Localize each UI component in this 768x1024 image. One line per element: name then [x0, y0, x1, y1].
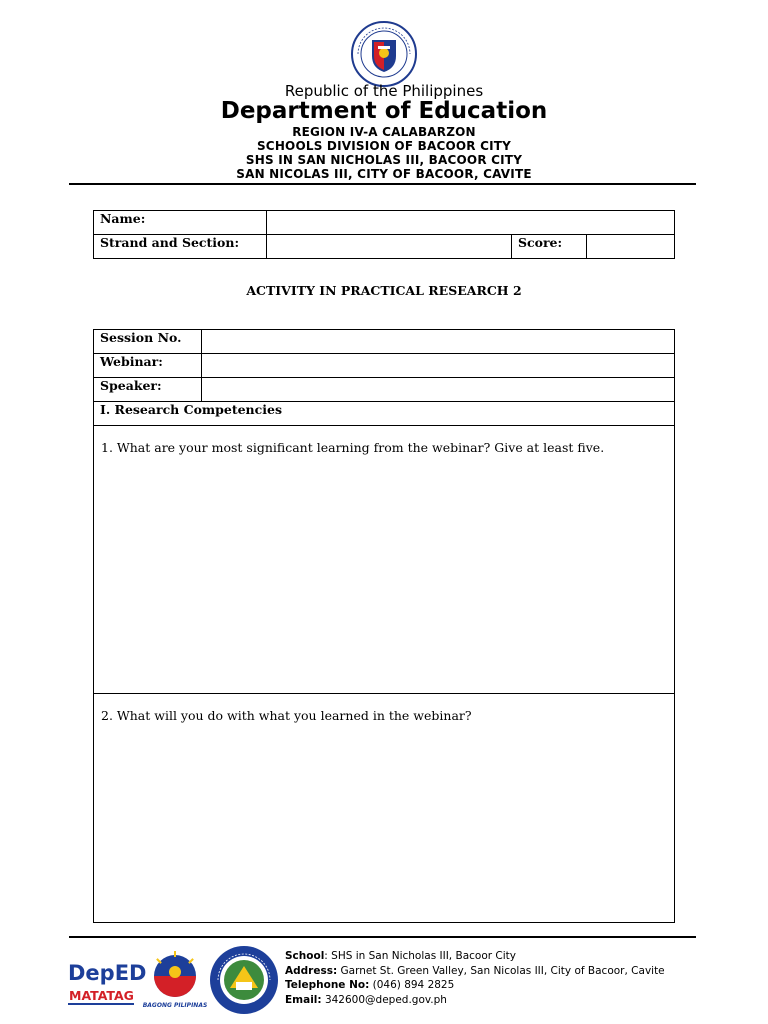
address-label: Address: [285, 964, 338, 977]
address-value: Garnet St. Green Valley, San Nicolas III, City of Bacoor, Cavite [337, 964, 665, 977]
strand-field[interactable] [267, 235, 512, 259]
school-value: : SHS in San Nicholas III, Bacoor City [324, 950, 516, 962]
email-label: Email: [285, 993, 322, 1006]
footer-divider [69, 936, 696, 938]
webinar-label: Webinar: [94, 354, 202, 378]
name-label: Name: [94, 211, 267, 235]
telephone-value: (046) 894 2825 [369, 979, 455, 991]
bagong-pilipinas-text: BAGONG PILIPINAS [142, 1002, 208, 1009]
session-label: Session No. [94, 330, 202, 354]
competencies-heading: I. Research Competencies [94, 402, 675, 426]
school-seal-icon [208, 944, 280, 1016]
header-divider [69, 183, 696, 185]
footer [0, 944, 768, 1020]
question-2-answer-area[interactable] [94, 694, 675, 923]
student-info-table [93, 210, 675, 259]
region-line: REGION IV-A CALABARZON [292, 125, 476, 139]
department-heading: Department of Education [220, 98, 548, 124]
name-field[interactable] [267, 211, 675, 235]
activity-title: ACTIVITY IN PRACTICAL RESEARCH 2 [246, 283, 522, 298]
division-line: SCHOOLS DIVISION OF BACOOR CITY [256, 139, 512, 153]
session-table [93, 329, 675, 923]
speaker-field[interactable] [202, 378, 675, 402]
footer-contact-info [285, 949, 665, 1007]
bagong-pilipinas-logo-icon [144, 948, 206, 1010]
deped-logo-text: DepED [68, 961, 147, 985]
question-1-text: 1. What are your most significant learning from the webinar? Give at least five. [101, 440, 605, 455]
deped-matatag-logo-icon [68, 954, 147, 1008]
telephone-label: Telephone No: [285, 979, 370, 991]
matatag-logo-text: MATATAG [69, 988, 134, 1003]
score-field[interactable] [587, 235, 675, 259]
speaker-label: Speaker: [94, 378, 202, 402]
school-label: School [285, 950, 325, 962]
deped-seal-icon [350, 20, 418, 88]
republic-heading: Republic of the Philippines [284, 82, 484, 100]
question-2-text: 2. What will you do with what you learned in the webinar? [101, 708, 472, 723]
strand-label: Strand and Section: [94, 235, 267, 259]
webinar-field[interactable] [202, 354, 675, 378]
question-1-answer-area[interactable] [94, 426, 675, 694]
score-label: Score: [512, 235, 587, 259]
address-line: SAN NICOLAS III, CITY OF BACOOR, CAVITE [236, 167, 532, 181]
email-value[interactable]: 342600@deped.gov.ph [321, 993, 447, 1006]
school-line: SHS IN SAN NICHOLAS III, BACOOR CITY [245, 153, 523, 167]
session-field[interactable] [202, 330, 675, 354]
